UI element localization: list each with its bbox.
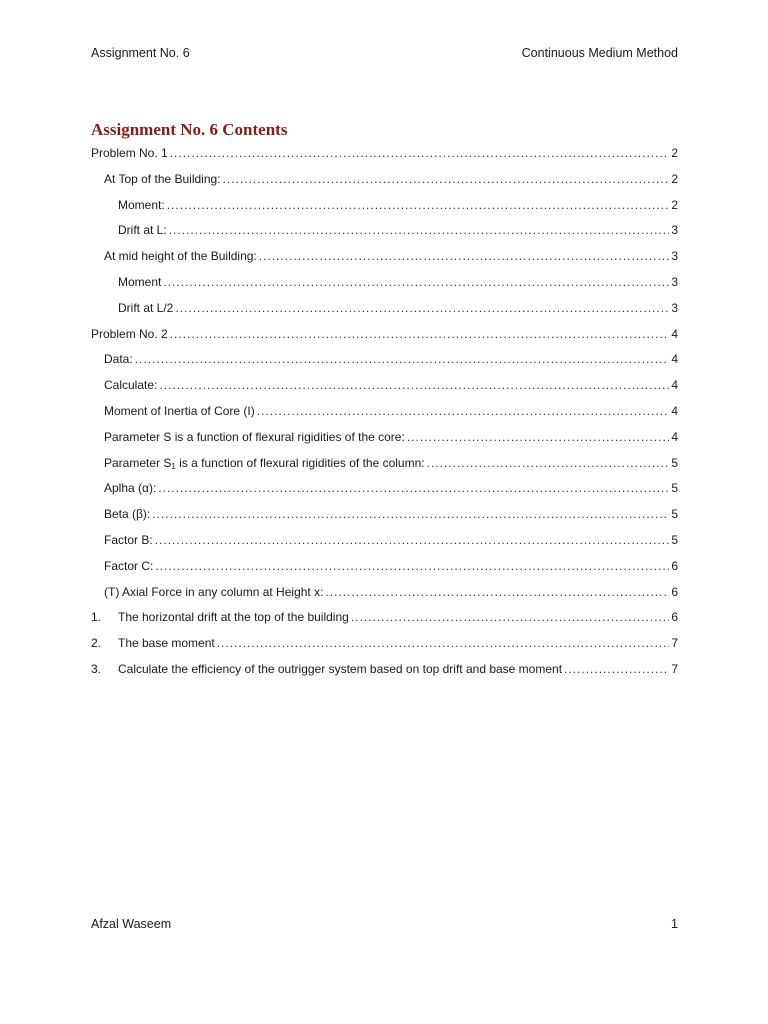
dot-leader [152,502,669,528]
toc-entry-page: 4 [671,403,678,418]
toc-entry-page: 6 [671,584,678,599]
toc-entry-label: Calculate: [104,378,158,393]
toc-entry-moment-of-inertia[interactable] [91,399,678,425]
toc-entry-label: Data: [104,352,133,367]
dot-leader [155,554,669,580]
toc-entry-axial-force[interactable] [91,580,678,606]
toc-entry-page: 6 [671,558,678,573]
toc-entry-parameter-s1[interactable] [91,451,678,477]
table-of-contents [91,141,678,683]
toc-entry-drift-at-l2[interactable] [91,296,678,322]
dot-leader [564,657,669,683]
toc-entry-label: At mid height of the Building: [104,249,257,264]
dot-leader [427,451,670,477]
dot-leader [169,218,670,244]
header-right-text: Continuous Medium Method [521,46,678,60]
toc-entry-beta[interactable] [91,502,678,528]
toc-entry-page: 3 [671,249,678,264]
toc-entry-label: Drift at L/2 [118,300,174,315]
toc-entry-label-prefix: Parameter S [104,455,172,470]
toc-entry-efficiency[interactable] [91,657,678,683]
toc-entry-page: 4 [671,429,678,444]
toc-entry-number: 3. [91,661,102,676]
toc-entry-calculate[interactable] [91,373,678,399]
header-left-text: Assignment No. 6 [91,46,190,60]
toc-entry-page: 2 [671,197,678,212]
dot-leader [170,322,670,348]
toc-entry-page: 6 [671,610,678,625]
footer-page-number: 1 [671,917,678,931]
toc-entry-moment-top[interactable] [91,193,678,219]
toc-entry-label: Aplha (α): [104,481,157,496]
toc-title: Assignment No. 6 Contents [91,120,288,139]
toc-entry-number: 2. [91,636,102,651]
dot-leader [257,399,670,425]
toc-entry-label: Moment: [118,197,165,212]
toc-entry-label: The base moment [118,636,215,651]
toc-entry-label: Calculate the efficiency of the outrigger system based on top drift and base moment [118,661,563,676]
toc-entry-parameter-s[interactable] [91,425,678,451]
toc-entry-mid-height[interactable] [91,244,678,270]
page-header [91,44,678,62]
toc-entry-page: 3 [671,223,678,238]
toc-entry-page: 7 [671,661,678,676]
toc-entry-top-of-building[interactable] [91,167,678,193]
toc-entry-horizontal-drift[interactable] [91,605,678,631]
toc-entry-label: Factor B: [104,532,153,547]
toc-entry-alpha[interactable] [91,476,678,502]
dot-leader [159,373,669,399]
dot-leader [223,167,670,193]
toc-entry-label: (T) Axial Force in any column at Height x: [104,584,324,599]
footer-author: Afzal Waseem [91,917,172,931]
toc-entry-label: Drift at L: [118,223,167,238]
dot-leader [351,605,670,631]
toc-entry-page: 3 [671,274,678,289]
toc-entry-drift-at-l[interactable] [91,218,678,244]
dot-leader [135,347,670,373]
toc-entry-page: 4 [671,378,678,393]
toc-entry-label: Moment [118,274,162,289]
toc-entry-base-moment[interactable] [91,631,678,657]
toc-entry-page: 5 [671,532,678,547]
subscript: 1 [171,461,176,471]
dot-leader [170,141,670,167]
toc-entry-factor-c[interactable] [91,554,678,580]
dot-leader [167,193,670,219]
page-footer [91,915,678,933]
dot-leader [175,296,669,322]
toc-entry-label: Beta (β): [104,507,151,522]
dot-leader [325,580,669,606]
toc-entry-number: 1. [91,610,102,625]
toc-entry-data[interactable] [91,347,678,373]
dot-leader [407,425,670,451]
dot-leader [155,528,670,554]
toc-entry-page: 5 [671,455,678,470]
toc-entry-label-suffix: is a function of flexural rigidities of the column: [175,455,425,470]
toc-entry-label: Moment of Inertia of Core (I) [104,403,255,418]
toc-entry-label [104,451,425,477]
toc-entry-problem-1[interactable] [91,141,678,167]
toc-entry-page: 7 [671,636,678,651]
toc-entry-label: Problem No. 2 [91,326,168,341]
toc-entry-page: 4 [671,326,678,341]
toc-entry-factor-b[interactable] [91,528,678,554]
toc-entry-page: 5 [671,507,678,522]
dot-leader [163,270,669,296]
toc-entry-label: Parameter S is a function of flexural rigidities of the core: [104,429,405,444]
toc-entry-label: The horizontal drift at the top of the building [118,610,349,625]
toc-entry-page: 3 [671,300,678,315]
toc-entry-moment-mid[interactable] [91,270,678,296]
dot-leader [259,244,670,270]
toc-entry-problem-2[interactable] [91,322,678,348]
toc-entry-label: Problem No. 1 [91,146,168,160]
toc-entry-page: 5 [671,481,678,496]
toc-entry-page: 2 [671,171,678,186]
toc-entry-label: Factor C: [104,558,154,573]
dot-leader [158,476,669,502]
dot-leader [217,631,670,657]
toc-entry-page: 2 [671,146,678,160]
toc-entry-label: At Top of the Building: [104,171,221,186]
toc-entry-page: 4 [671,352,678,367]
